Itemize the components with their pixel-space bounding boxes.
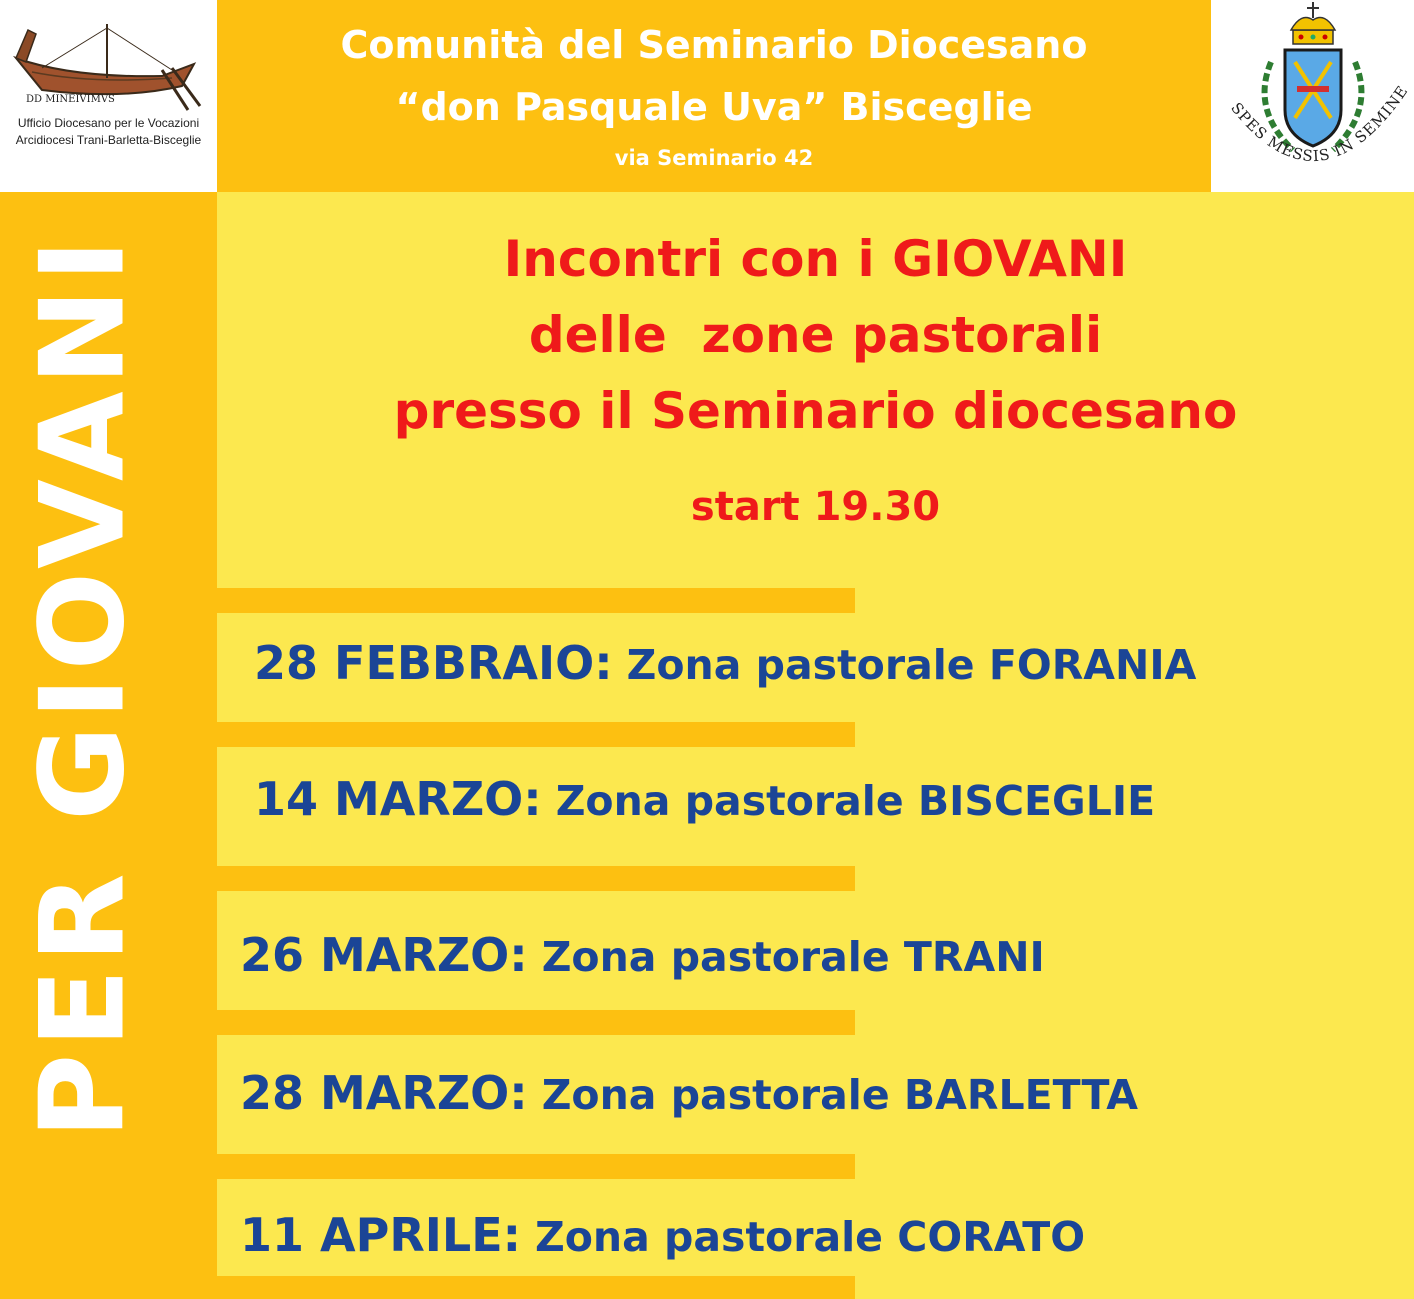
- event-zone: Zona pastorale FORANIA: [626, 641, 1197, 689]
- start-time: start 19.30: [690, 484, 941, 530]
- event-zone: Zona pastorale TRANI: [541, 933, 1045, 981]
- coat-of-arms-icon: [1211, 0, 1414, 192]
- event-zone: Zona pastorale CORATO: [535, 1213, 1086, 1261]
- boat-inscription: DD MINEIVIMVS: [26, 94, 115, 105]
- boat-logo-icon: [12, 20, 207, 112]
- event-row: [240, 1066, 1138, 1120]
- logo-caption-diocese: Arcidiocesi Trani-Barletta-Bisceglie: [15, 133, 202, 147]
- event-date: 11 APRILE:: [240, 1208, 522, 1262]
- header-band: [217, 0, 1211, 192]
- event-row: [240, 1208, 1085, 1262]
- event-zone: Zona pastorale BISCEGLIE: [555, 777, 1156, 825]
- event-row: [254, 772, 1155, 826]
- event-date: 28 FEBBRAIO:: [254, 636, 613, 690]
- event-date: 26 MARZO:: [240, 928, 528, 982]
- coat-motto: SPES MESSIS IN SEMINE: [1227, 81, 1412, 166]
- event-date: 28 MARZO:: [240, 1066, 528, 1120]
- event-date: 14 MARZO:: [254, 772, 542, 826]
- event-row: [254, 636, 1196, 690]
- separator-strip: [217, 1154, 855, 1179]
- header-subtitle: “don Pasquale Uva” Bisceglie: [395, 85, 1033, 129]
- headline-line2: delle zone pastorali: [528, 306, 1103, 364]
- logo-caption-office: Ufficio Diocesano per le Vocazioni: [17, 116, 200, 130]
- headline-line3: presso il Seminario diocesano: [393, 382, 1238, 440]
- separator-strip: [217, 866, 855, 891]
- seminary-coat-of-arms: [1211, 0, 1414, 192]
- separator-strip: [217, 588, 855, 613]
- separator-strip: [217, 1010, 855, 1035]
- separator-strip: [217, 722, 855, 747]
- event-row: [240, 928, 1045, 982]
- header-title: Comunità del Seminario Diocesano: [340, 23, 1088, 67]
- headline-line1: Incontri con i GIOVANI: [503, 230, 1128, 288]
- side-label: PER GIOVANI: [15, 233, 151, 1139]
- vocations-office-logo: [0, 0, 217, 192]
- event-zone: Zona pastorale BARLETTA: [541, 1071, 1139, 1119]
- header-address: via Seminario 42: [614, 146, 814, 170]
- separator-strip: [217, 1276, 855, 1299]
